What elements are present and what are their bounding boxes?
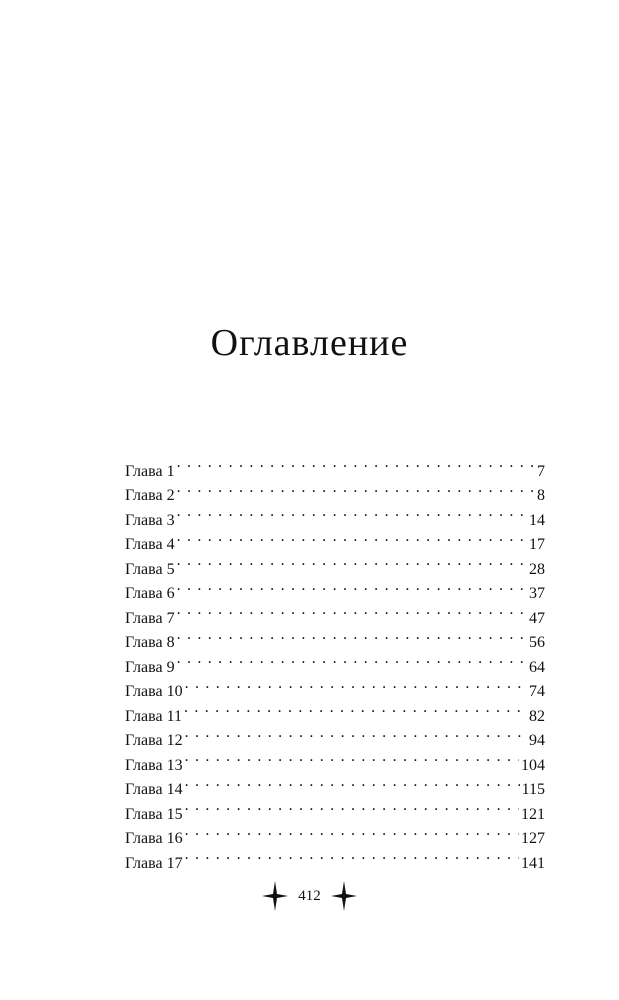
toc-entry-page: 104 (521, 756, 545, 770)
toc-leader-dots (177, 549, 527, 574)
toc-entry-label: Глава 10 (125, 683, 183, 696)
toc-entry-page: 82 (529, 707, 545, 721)
toc-entry-page: 37 (529, 585, 545, 598)
toc-entry-label: Глава 6 (125, 585, 175, 598)
toc-leader-dots (185, 770, 520, 795)
toc-entry[interactable] (125, 721, 545, 746)
toc-entry-page: 17 (529, 536, 545, 549)
toc-entry-label: Глава 14 (125, 781, 183, 794)
toc-entry[interactable] (125, 574, 545, 599)
toc-entry-page: 74 (529, 683, 545, 696)
toc-leader-dots (177, 525, 527, 550)
toc-entry-page: 7 (537, 462, 545, 476)
toc-leader-dots (177, 647, 527, 672)
toc-entry[interactable] (125, 451, 545, 476)
toc-entry[interactable] (125, 696, 545, 721)
toc-entry-label: Глава 3 (125, 511, 175, 525)
toc-entry[interactable] (125, 843, 545, 868)
toc-entry[interactable] (125, 794, 545, 819)
toc-entry-page: 94 (529, 732, 545, 745)
toc-entry-page: 14 (529, 511, 545, 525)
toc-entry-page: 56 (529, 634, 545, 647)
toc-entry-label: Глава 8 (125, 634, 175, 647)
toc-leader-dots (185, 794, 519, 819)
toc-leader-dots (177, 451, 533, 476)
toc-entry[interactable] (125, 476, 545, 501)
toc-entry-page: 127 (521, 830, 545, 843)
toc-entry-label: Глава 4 (125, 536, 175, 549)
toc-entry-label: Глава 16 (125, 830, 183, 843)
toc-leader-dots (185, 843, 519, 868)
toc-entry[interactable] (125, 500, 545, 525)
four-point-star-icon (262, 881, 288, 911)
toc-entry-label: Глава 9 (125, 658, 175, 672)
toc-leader-dots (177, 476, 533, 501)
toc-entry-label: Глава 7 (125, 609, 175, 623)
toc-leader-dots (177, 500, 527, 525)
toc-entry[interactable] (125, 549, 545, 574)
toc-entry-page: 47 (529, 609, 545, 623)
toc-entry-label: Глава 2 (125, 487, 175, 500)
table-of-contents (125, 451, 545, 868)
toc-leader-dots (184, 696, 527, 721)
page-number: 412 (298, 888, 321, 904)
toc-entry-label: Глава 5 (125, 560, 175, 574)
toc-entry-label: Глава 15 (125, 805, 183, 819)
toc-entry-page: 64 (529, 658, 545, 672)
page-folio (0, 881, 619, 911)
page-title: Оглавление (210, 322, 409, 364)
toc-entry[interactable] (125, 770, 545, 795)
toc-entry[interactable] (125, 745, 545, 770)
toc-entry[interactable] (125, 623, 545, 648)
toc-entry[interactable] (125, 672, 545, 697)
toc-entry-page: 115 (521, 781, 545, 794)
toc-entry[interactable] (125, 819, 545, 844)
toc-entry-label: Глава 17 (125, 854, 183, 868)
toc-entry-label: Глава 1 (125, 462, 175, 476)
toc-entry-label: Глава 13 (125, 756, 183, 770)
toc-entry-page: 141 (521, 854, 545, 868)
toc-entry[interactable] (125, 647, 545, 672)
toc-entry[interactable] (125, 525, 545, 550)
toc-entry[interactable] (125, 598, 545, 623)
toc-entry-page: 121 (521, 805, 545, 819)
toc-entry-label: Глава 11 (125, 707, 182, 721)
toc-entry-label: Глава 12 (125, 732, 183, 745)
toc-entry-page: 28 (529, 560, 545, 574)
toc-leader-dots (177, 623, 527, 648)
toc-entry-page: 8 (537, 487, 545, 500)
toc-leader-dots (185, 672, 527, 697)
toc-leader-dots (177, 574, 527, 599)
toc-leader-dots (185, 721, 527, 746)
toc-leader-dots (185, 819, 519, 844)
four-point-star-icon (331, 881, 357, 911)
toc-leader-dots (185, 745, 519, 770)
toc-leader-dots (177, 598, 527, 623)
